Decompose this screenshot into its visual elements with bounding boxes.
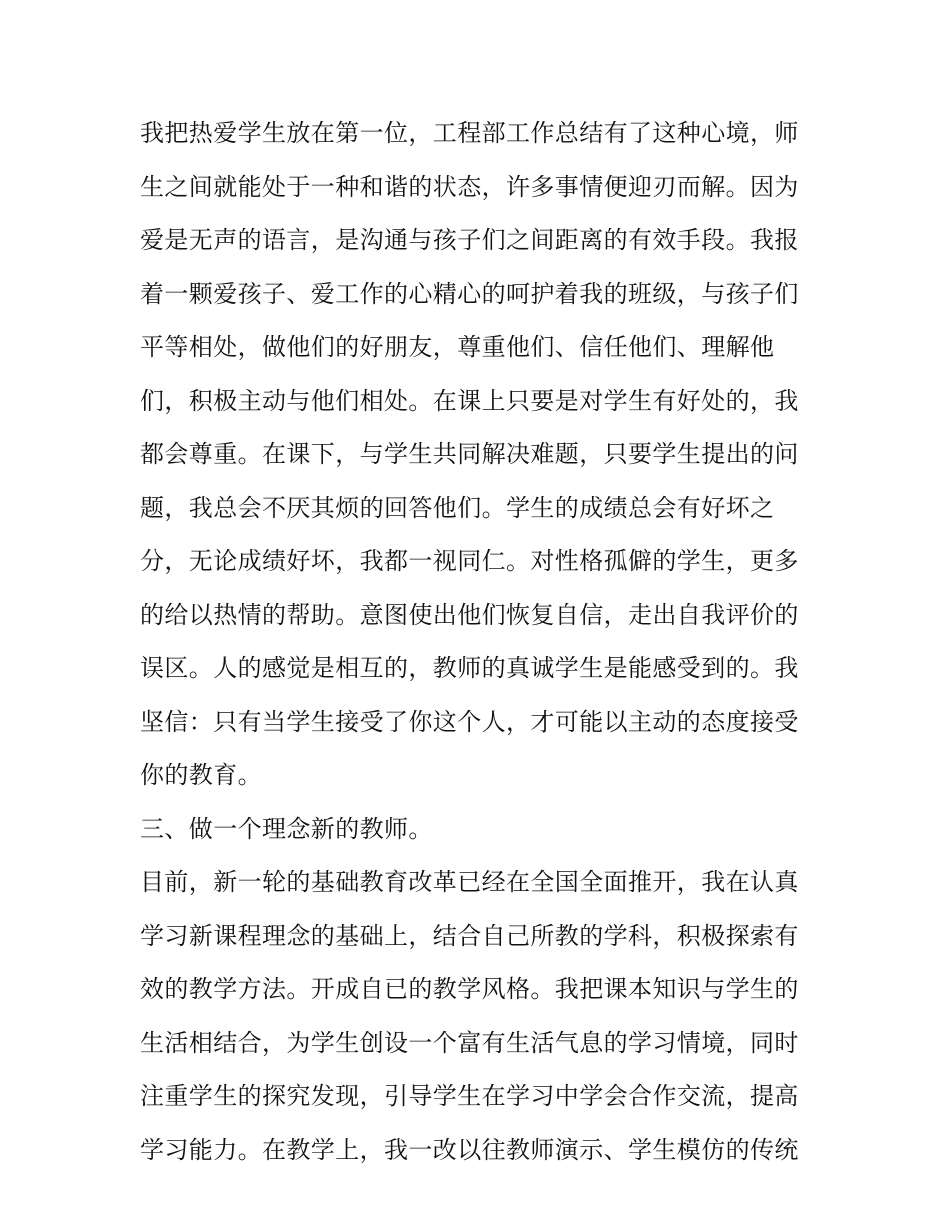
text-line: 平等相处，做他们的好朋友，尊重他们、信任他们、理解他 [140,333,775,361]
text-line: 分，无论成绩好坏，我都一视同仁。对性格孤僻的学生，更多 [140,547,799,575]
section-heading: 三、做一个理念新的教师。 [140,814,433,843]
text-line: 目前，新一轮的基础教育改革已经在全国全面推开，我在认真 [140,868,799,896]
text-line: 你的教育。 [140,761,262,789]
text-line: 生之间就能处于一种和谐的状态，许多事情便迎刃而解。因为 [140,172,799,201]
text-line: 们，积极主动与他们相处。在课上只要是对学生有好处的，我 [140,386,799,415]
text-line: 学习新课程理念的基础上，结合自己所教的学科，积极探索有 [140,921,799,950]
text-line: 坚信：只有当学生接受了你这个人，才可能以主动的态度接受 [140,707,799,736]
body-text [140,107,830,1177]
text-line: 爱是无声的语言，是沟通与孩子们之间距离的有效手段。我报 [140,226,799,254]
text-line: 学习能力。在教学上，我一改以往教师演示、学生模仿的传统 [140,1135,799,1164]
text-line: 生活相结合，为学生创设一个富有生活气息的学习情境，同时 [140,1028,799,1057]
text-line: 效的教学方法。开成自已的教学风格。我把课本知识与学生的 [140,975,799,1003]
text-line: 我把热爱学生放在第一位，工程部工作总结有了这种心境，师 [140,119,799,147]
text-line: 注重学生的探究发现，引导学生在学习中学会合作交流，提高 [140,1082,799,1110]
text-line: 误区。人的感觉是相互的，教师的真诚学生是能感受到的。我 [140,654,799,682]
text-line: 的给以热情的帮助。意图使出他们恢复自信，走出自我评价的 [140,600,799,629]
text-line: 都会尊重。在课下，与学生共同解决难题，只要学生提出的问 [140,440,799,468]
text-line: 着一颗爱孩子、爱工作的心精心的呵护着我的班级，与孩子们 [140,279,799,308]
text-line: 题，我总会不厌其烦的回答他们。学生的成绩总会有好坏之 [140,493,775,522]
